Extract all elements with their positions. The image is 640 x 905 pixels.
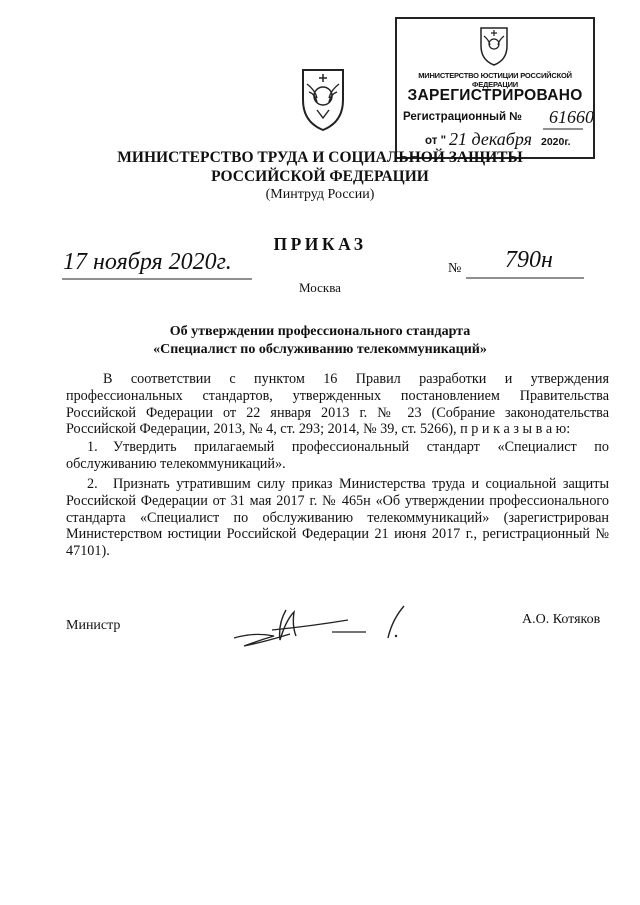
ministry-short-name: (Минтруд России)	[265, 187, 375, 202]
item-2	[66, 476, 609, 560]
ministry-name	[80, 148, 560, 186]
subject-line2: «Специалист по обслуживанию телекоммуникаций»	[153, 342, 487, 357]
number-sign: №	[448, 261, 462, 276]
coat-of-arms-icon	[295, 64, 351, 134]
item-2-text: Признать утратившим силу приказ Министерства труда и социальной защиты Российской Федерации от 31 мая 2017 г. № 465н «Об утверждении профессионального стандарта «Специалист по обслуживанию телекоммуникаций» (зарегистрирован Министерством юстиции Российской Федерации 21 июня 2017 г., регистрационный № 47101).	[66, 476, 609, 560]
document-type: ПРИКАЗ	[273, 234, 367, 254]
underline	[543, 127, 583, 131]
stamp-date-prefix: от "	[425, 135, 447, 147]
item-1	[66, 439, 609, 473]
handwritten-signature	[228, 600, 408, 652]
order-subject	[80, 323, 560, 359]
stamp-year: 2020г.	[541, 136, 571, 148]
stamp-number-label: Регистрационный №	[403, 111, 523, 123]
order-number: 790н	[505, 247, 553, 273]
coat-of-arms-icon	[477, 25, 511, 67]
item-2-number: 2.	[87, 476, 98, 492]
item-1-text: Утвердить прилагаемый профессиональный стандарт «Специалист по обслуживанию телекоммуникаций».	[66, 439, 609, 472]
subject-line1: Об утверждении профессионального стандарта	[169, 324, 471, 339]
stamp-number: 61660	[549, 107, 594, 127]
stamp-date: 21 декабря	[449, 129, 532, 149]
order-date: 17 ноября 2020г.	[63, 249, 232, 275]
city: Москва	[299, 280, 341, 295]
intro-paragraph: В соответствии с пунктом 16 Правил разработки и утверждения профессиональных стандартов, утвержденных постановлением Правительства Российской Федерации от 22 января 2013 г. № 23 (Собрание законодательства Российской Федерации, 2013, № 4, ст. 293; 2014, № 39, ст. 5266), п р и к а з ы в а ю:	[66, 371, 609, 438]
signer-name: А.О. Котяков	[522, 612, 601, 627]
registration-stamp	[395, 17, 595, 159]
stamp-ministry: МИНИСТЕРСТВО ЮСТИЦИИ РОССИЙСКОЙ ФЕДЕРАЦИИ	[418, 71, 572, 89]
item-1-number: 1.	[87, 439, 98, 455]
stamp-status: ЗАРЕГИСТРИРОВАНО	[407, 87, 583, 104]
ministry-name-line2: РОССИЙСКОЙ ФЕДЕРАЦИИ	[211, 168, 429, 185]
ministry-name-line1: МИНИСТЕРСТВО ТРУДА И СОЦИАЛЬНОЙ ЗАЩИТЫ	[117, 149, 523, 166]
signer-position: Министр	[66, 618, 121, 633]
